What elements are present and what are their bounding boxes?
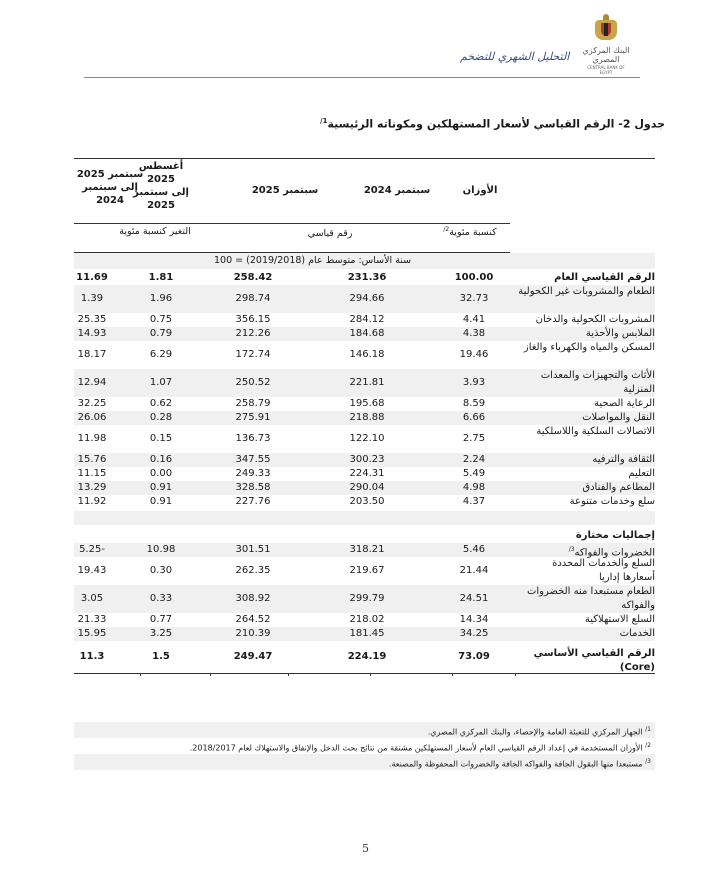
col-header-mom-line3: إلى سبتمبر	[133, 187, 189, 198]
cell-yoy-change: 3.05	[80, 593, 104, 604]
selected-aggregate-row	[74, 613, 655, 627]
cell-yoy-change: 19.43	[77, 565, 107, 576]
table-title-text: جدول 2- الرقم القياسي لأسعار المستهلكين ومكوناته الرئيسية	[327, 117, 665, 131]
footnotes	[74, 722, 655, 770]
footnote-2	[74, 738, 655, 754]
cell-yoy-change: 32.25	[77, 398, 107, 409]
row-label-text: الطعام مستبعدا منه الخضروات والفواكه	[526, 586, 655, 611]
row-label	[517, 341, 655, 355]
column-tick	[210, 673, 211, 676]
row-label-text: المشروبات الكحولية والدخان	[535, 314, 655, 325]
eagle-emblem-icon	[595, 14, 617, 44]
cell-sep2024: 181.45	[349, 628, 385, 639]
table-row	[74, 285, 655, 313]
cell-sep2024: 195.68	[349, 398, 385, 409]
col-header-sep2025: سبتمبر 2025	[251, 185, 319, 196]
row-label-footnote: 3/	[568, 546, 575, 553]
cell-weight: 5.46	[462, 544, 486, 555]
selected-aggregate-row	[74, 627, 655, 641]
cell-sep2025: 249.33	[235, 468, 271, 479]
cell-weight: 21.44	[459, 565, 489, 576]
cell-sep2025: 308.92	[235, 593, 271, 604]
cell-mom-change: 0.77	[149, 614, 173, 625]
cell-sep2025: 172.74	[235, 349, 271, 360]
row-label-text: الرعاية الصحية	[593, 398, 655, 409]
cell-weight: 3.93	[462, 377, 486, 388]
cell-sep2025: 212.26	[235, 328, 271, 339]
cell-yoy-change: 21.33	[77, 614, 107, 625]
core-index-row	[74, 647, 655, 673]
row-label	[517, 613, 655, 627]
cell-yoy-change: 11.98	[77, 433, 107, 444]
row-label-text: الملابس والأحذية	[585, 328, 655, 339]
cell-sep2024: 146.18	[349, 349, 385, 360]
row-label-text: السلع والخدمات المحددة أسعارها إداريا	[552, 558, 655, 583]
cell-mom-change: 0.91	[149, 482, 173, 493]
selected-aggregate-row	[74, 557, 655, 585]
cell-sep2025: 258.42	[233, 272, 273, 283]
column-tick	[452, 673, 453, 676]
cell-mom-change: 0.79	[149, 328, 173, 339]
central-bank-logo	[582, 14, 630, 74]
table-row	[74, 313, 655, 327]
cell-mom-change: 0.30	[149, 565, 173, 576]
col-header-mom-line2: 2025	[147, 174, 175, 185]
table-row	[74, 411, 655, 425]
cell-mom-change: 0.91	[149, 496, 173, 507]
row-label	[517, 285, 655, 299]
row-label-text: الثقافة والترفيه	[592, 454, 655, 465]
cell-sep2024: 221.81	[349, 377, 385, 388]
cell-sep2024: 218.88	[349, 412, 385, 423]
cell-sep2024: 122.10	[349, 433, 385, 444]
cell-yoy-change: 18.17	[77, 349, 107, 360]
cell-sep2025: 328.58	[235, 482, 271, 493]
column-tick	[515, 673, 516, 676]
selected-aggregate-row	[74, 585, 655, 613]
column-tick	[288, 673, 289, 676]
row-label	[517, 557, 655, 585]
cell-mom-change: 3.25	[149, 628, 173, 639]
table-row	[74, 467, 655, 481]
cell-yoy-change: 13.29	[77, 482, 107, 493]
header-divider-rule	[74, 223, 510, 224]
subheader-weights-unit	[425, 226, 515, 238]
cell-sep2025: 356.15	[235, 314, 271, 325]
report-title: التحليل الشهري للتضخم	[460, 50, 570, 63]
col-header-yoy	[70, 168, 150, 207]
footnote-3-marker: 3/	[645, 758, 651, 765]
cell-sep2025: 258.79	[235, 398, 271, 409]
row-label	[517, 397, 655, 411]
table-row	[74, 271, 655, 285]
cell-mom-change: 1.81	[148, 272, 174, 283]
footnote-1-marker: 1/	[645, 726, 651, 733]
cell-yoy-change: 14.93	[77, 328, 107, 339]
cell-sep2024: 300.23	[349, 454, 385, 465]
cell-yoy-change: 15.76	[77, 454, 107, 465]
row-label	[517, 369, 655, 397]
header-divider	[84, 77, 640, 78]
table-row	[74, 369, 655, 397]
cell-mom-change: 0.00	[149, 468, 173, 479]
row-label-text: الخدمات	[619, 628, 655, 639]
cell-weight: 100.00	[454, 272, 494, 283]
col-header-yoy-line1: سبتمبر 2025	[76, 169, 144, 180]
cell-yoy-change: 11.69	[76, 272, 108, 283]
row-label	[517, 453, 655, 467]
cell-sep2025: 262.35	[235, 565, 271, 576]
row-label-text: الأثاث والتجهيزات والمعدات المنزلية	[540, 370, 655, 395]
cell-sep2024: 290.04	[349, 482, 385, 493]
row-label-text: الرقم القياسي الأساسي (Core)	[533, 648, 655, 673]
footnote-1	[74, 722, 655, 738]
col-header-sep2024: سبتمبر 2024	[363, 185, 431, 196]
cell-weight: 14.34	[459, 614, 489, 625]
weights-unit-text: كنسبة مئوية	[449, 227, 497, 239]
base-year-text: سنة الأساس: متوسط عام (2019/2018) = 100	[214, 255, 412, 266]
cell-weight: 4.38	[462, 328, 486, 339]
cell-weight: 34.25	[459, 628, 489, 639]
cell-yoy-change: 1.39	[80, 293, 104, 304]
cell-mom-change: 0.75	[149, 314, 173, 325]
spacer-row	[74, 511, 655, 525]
row-label	[517, 327, 655, 341]
logo-text-english: CENTRAL BANK OF EGYPT	[587, 65, 625, 75]
column-tick	[140, 673, 141, 676]
cell-sep2024: 224.31	[349, 468, 385, 479]
row-label	[517, 313, 655, 327]
col-header-yoy-line3: 2024	[96, 195, 124, 206]
row-label-text: الاتصالات السلكية واللاسلكية	[536, 426, 655, 437]
row-label	[517, 585, 655, 613]
cell-mom-change: 1.07	[149, 377, 173, 388]
row-label-text: التعليم	[628, 468, 655, 479]
logo-text-arabic: البنك المركزي المصري	[582, 46, 630, 64]
cell-mom-change: 0.16	[149, 454, 173, 465]
selected-aggregate-row	[74, 543, 655, 557]
table-row	[74, 481, 655, 495]
row-label	[517, 495, 655, 509]
cell-weight: 6.66	[462, 412, 486, 423]
footnote-1-text: الجهاز المركزي للتعبئة العامة والإحصاء، والبنك المركزي المصري.	[427, 727, 643, 737]
cell-mom-change: 0.28	[149, 412, 173, 423]
selected-aggregates-heading-text: إجماليات مختارة	[575, 530, 655, 541]
cell-yoy-change: 11.3	[79, 651, 105, 662]
cell-yoy-change: 12.94	[77, 377, 107, 388]
cell-yoy-change: 11.92	[77, 496, 107, 507]
page-header	[0, 0, 719, 90]
subheader-change-unit: التغير كنسبة مئوية	[119, 226, 191, 237]
cell-sep2024: 284.12	[349, 314, 385, 325]
row-label	[517, 467, 655, 481]
table-bottom-rule	[74, 673, 655, 674]
cell-weight: 8.59	[462, 398, 486, 409]
cell-sep2025: 301.51	[235, 544, 271, 555]
row-label-text: سلع وخدمات متنوعة	[569, 496, 655, 507]
cell-weight: 5.49	[462, 468, 486, 479]
footnote-3	[74, 754, 655, 770]
cell-sep2025: 227.76	[235, 496, 271, 507]
table-title-footnote: 1/	[320, 117, 328, 125]
selected-aggregates-heading	[74, 529, 655, 543]
cell-weight: 19.46	[459, 349, 489, 360]
table-row	[74, 495, 655, 509]
cell-sep2024: 318.21	[349, 544, 385, 555]
row-label	[517, 425, 655, 439]
row-label	[517, 481, 655, 495]
cell-sep2024: 219.67	[349, 565, 385, 576]
subheader-index-unit: رقم قياسي	[307, 228, 353, 239]
cell-mom-change: 0.33	[149, 593, 173, 604]
cell-sep2024: 224.19	[347, 651, 387, 662]
cell-weight: 4.98	[462, 482, 486, 493]
footnote-2-marker: 2/	[645, 742, 651, 749]
row-label-text: الخضروات والفواكه	[574, 547, 655, 559]
cell-mom-change: 1.96	[149, 293, 173, 304]
row-label-text: السلع الاستهلاكية	[584, 614, 655, 625]
cell-yoy-change: 26.06	[77, 412, 107, 423]
cell-mom-change: 10.98	[146, 544, 176, 555]
table-row	[74, 425, 655, 453]
cell-weight: 2.75	[462, 433, 486, 444]
row-label-text: النقل والمواصلات	[582, 412, 655, 423]
cell-mom-change: 1.5	[152, 651, 170, 662]
cell-mom-change: 0.15	[149, 433, 173, 444]
row-label-text: المسكن والمياه والكهرباء والغاز	[523, 342, 655, 353]
cell-weight: 4.41	[462, 314, 486, 325]
cell-sep2025: 210.39	[235, 628, 271, 639]
cell-sep2025: 249.47	[233, 651, 273, 662]
cell-yoy-change: -5.25	[79, 544, 105, 555]
cell-yoy-change: 25.35	[77, 314, 107, 325]
cell-yoy-change: 11.15	[77, 468, 107, 479]
cell-mom-change: 0.62	[149, 398, 173, 409]
footnote-2-text: الأوزان المستخدمة في إعداد الرقم القياسي العام لأسعار المستهلكين مشتقة من نتائج بحث الدخل والإنفاق والاستهلاك لعام 2018/2017.	[189, 743, 643, 753]
row-label	[517, 627, 655, 641]
cell-sep2024: 203.50	[349, 496, 385, 507]
cell-sep2025: 264.52	[235, 614, 271, 625]
cell-sep2024: 231.36	[347, 272, 387, 283]
cell-sep2024: 294.66	[349, 293, 385, 304]
table-title	[320, 117, 665, 131]
cell-sep2025: 275.91	[235, 412, 271, 423]
cell-yoy-change: 15.95	[77, 628, 107, 639]
column-tick	[370, 673, 371, 676]
cell-weight: 2.24	[462, 454, 486, 465]
base-year-row	[74, 253, 655, 269]
cell-sep2024: 184.68	[349, 328, 385, 339]
row-label	[517, 271, 655, 285]
cell-sep2025: 250.52	[235, 377, 271, 388]
row-label-text: الطعام والمشروبات غير الكحولية	[518, 286, 655, 297]
table-row	[74, 453, 655, 467]
cell-weight: 24.51	[459, 593, 489, 604]
col-header-mom-line4: 2025	[147, 200, 175, 211]
table-row	[74, 397, 655, 411]
table-row	[74, 327, 655, 341]
cell-sep2024: 299.79	[349, 593, 385, 604]
cell-sep2024: 218.02	[349, 614, 385, 625]
cell-weight: 73.09	[458, 651, 490, 662]
cell-mom-change: 6.29	[149, 349, 173, 360]
col-header-weights: الأوزان	[462, 185, 498, 196]
col-header-mom-line1: أغسطس	[138, 161, 184, 172]
table-top-rule	[74, 158, 655, 159]
cell-sep2025: 298.74	[235, 293, 271, 304]
footnote-3-text: مستبعدا منها البقول الجافة والفواكه الجافة والخضروات المحفوظة والمصنعة.	[388, 759, 643, 769]
row-label-text: الرقم القياسي العام	[554, 272, 655, 283]
cell-weight: 4.37	[462, 496, 486, 507]
table-row	[74, 341, 655, 369]
cell-sep2025: 136.73	[235, 433, 271, 444]
row-label	[517, 411, 655, 425]
cell-sep2025: 347.55	[235, 454, 271, 465]
row-label	[517, 647, 655, 675]
cell-weight: 32.73	[459, 293, 489, 304]
row-label-text: المطاعم والفنادق	[582, 482, 655, 493]
page-number: 5	[362, 842, 369, 855]
weights-unit-footnote: 2/	[443, 226, 450, 233]
col-header-yoy-line2: إلى سبتمبر	[82, 182, 138, 193]
